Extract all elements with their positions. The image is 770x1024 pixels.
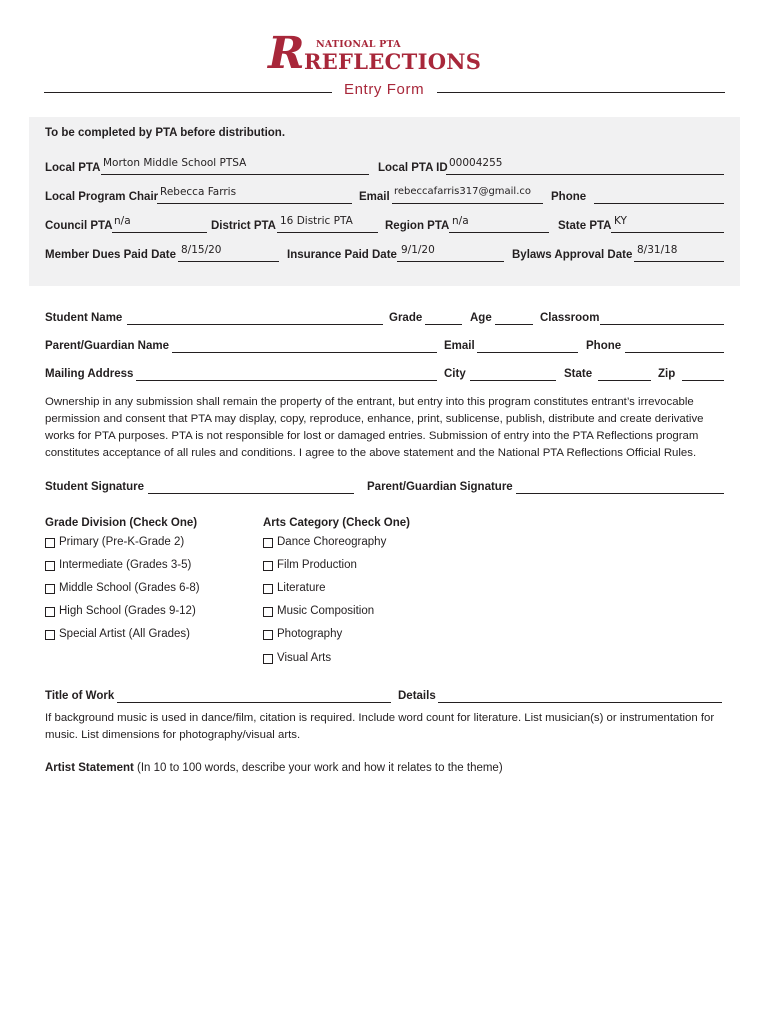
title-rule-left xyxy=(44,92,332,93)
insurance-label: Insurance Paid Date xyxy=(287,249,397,261)
state-pta-value: KY xyxy=(614,215,627,227)
ownership-line: constitutes acceptance of all rules and conditions. I agree to the above statement and the National PTA Reflections Official Rules. xyxy=(45,447,697,459)
member-dues-value: 8/15/20 xyxy=(181,244,222,256)
title-of-work-field[interactable] xyxy=(117,688,391,703)
arts-option: Visual Arts xyxy=(277,652,332,664)
logo-r-monogram: R xyxy=(268,28,305,79)
local-pta-id-label: Local PTA ID xyxy=(378,162,448,174)
state-pta-field[interactable] xyxy=(611,218,724,233)
artist-statement-area[interactable] xyxy=(45,782,725,1002)
program-chair-value: Rebecca Farris xyxy=(160,186,237,198)
details-label: Details xyxy=(398,690,436,702)
local-pta-label: Local PTA xyxy=(45,162,101,174)
grade-middle-checkbox[interactable] xyxy=(45,584,55,594)
parent-name-label: Parent/Guardian Name xyxy=(45,340,169,352)
parent-name-field[interactable] xyxy=(172,338,437,353)
classroom-field[interactable] xyxy=(600,310,724,325)
student-signature-field[interactable] xyxy=(148,479,354,494)
arts-music-checkbox[interactable] xyxy=(263,607,273,617)
details-field[interactable] xyxy=(438,688,722,703)
logo-national-pta: NATIONAL PTA xyxy=(316,39,401,50)
bylaws-label: Bylaws Approval Date xyxy=(512,249,633,261)
state-pta-label: State PTA xyxy=(558,220,612,232)
artist-statement-hint: (In 10 to 100 words, describe your work and how it relates to the theme) xyxy=(137,762,503,774)
grade-option: Intermediate (Grades 3-5) xyxy=(59,559,192,571)
program-chair-label: Local Program Chair xyxy=(45,191,159,203)
arts-literature-checkbox[interactable] xyxy=(263,584,273,594)
local-pta-id-value: 00004255 xyxy=(449,157,503,169)
parent-phone-label: Phone xyxy=(586,340,622,352)
state-field[interactable] xyxy=(598,366,651,381)
grade-special-checkbox[interactable] xyxy=(45,630,55,640)
zip-label: Zip xyxy=(658,368,676,380)
student-name-label: Student Name xyxy=(45,312,123,324)
student-name-field[interactable] xyxy=(127,310,383,325)
ownership-line: permission and consent that PTA may display, copy, reproduce, enhance, print, sublicense, publish, distribute and create derivative xyxy=(45,413,704,425)
artist-statement-label: Artist Statement xyxy=(45,762,134,774)
ownership-line: Ownership in any submission shall remain the property of the entrant, but entry into this program constitutes entrant’s irrevocable xyxy=(45,396,694,408)
pta-section-heading: To be completed by PTA before distribution. xyxy=(45,127,286,139)
member-dues-label: Member Dues Paid Date xyxy=(45,249,177,261)
parent-email-field[interactable] xyxy=(477,338,578,353)
grade-intermediate-checkbox[interactable] xyxy=(45,561,55,571)
grade-option: Primary (Pre-K-Grade 2) xyxy=(59,536,185,548)
arts-dance-checkbox[interactable] xyxy=(263,538,273,548)
age-field[interactable] xyxy=(495,310,533,325)
district-pta-label: District PTA xyxy=(211,220,276,232)
state-label: State xyxy=(564,368,593,380)
age-label: Age xyxy=(470,312,492,324)
mailing-address-label: Mailing Address xyxy=(45,368,134,380)
ownership-paragraph xyxy=(45,394,735,462)
council-pta-value: n/a xyxy=(114,215,131,227)
zip-field[interactable] xyxy=(682,366,724,381)
arts-category-heading: Arts Category (Check One) xyxy=(263,517,410,529)
grade-division-heading: Grade Division (Check One) xyxy=(45,517,198,529)
logo-reflections: REFLECTIONS xyxy=(304,49,482,74)
arts-option: Music Composition xyxy=(277,605,375,617)
parent-signature-label: Parent/Guardian Signature xyxy=(367,481,513,493)
grade-high-checkbox[interactable] xyxy=(45,607,55,617)
form-title: Entry Form xyxy=(344,81,425,98)
chair-email-label: Email xyxy=(359,191,390,203)
parent-phone-field[interactable] xyxy=(625,338,724,353)
arts-option: Film Production xyxy=(277,559,357,571)
arts-film-checkbox[interactable] xyxy=(263,561,273,571)
local-pta-value: Morton Middle School PTSA xyxy=(103,157,247,169)
chair-phone-field[interactable] xyxy=(594,189,724,204)
grade-field[interactable] xyxy=(425,310,462,325)
title-of-work-label: Title of Work xyxy=(45,690,115,702)
insurance-value: 9/1/20 xyxy=(401,244,435,256)
district-pta-value: 16 Distric PTA xyxy=(280,215,353,227)
arts-option: Dance Choreography xyxy=(277,536,387,548)
logo xyxy=(268,28,508,79)
work-note-line: If background music is used in dance/film, citation is required. Include word count for literature. List musician(s) or instrumentation for xyxy=(45,712,715,724)
city-label: City xyxy=(444,368,466,380)
parent-signature-field[interactable] xyxy=(516,479,724,494)
grade-option: Middle School (Grades 6-8) xyxy=(59,582,200,594)
work-note xyxy=(45,710,735,744)
classroom-label: Classroom xyxy=(540,312,600,324)
mailing-address-field[interactable] xyxy=(136,366,437,381)
grade-option: Special Artist (All Grades) xyxy=(59,628,191,640)
artist-statement-row xyxy=(45,762,503,774)
bylaws-value: 8/31/18 xyxy=(637,244,678,256)
city-field[interactable] xyxy=(470,366,556,381)
chair-phone-label: Phone xyxy=(551,191,587,203)
student-signature-label: Student Signature xyxy=(45,481,145,493)
arts-photography-checkbox[interactable] xyxy=(263,630,273,640)
arts-visual-checkbox[interactable] xyxy=(263,654,273,664)
title-rule-right xyxy=(437,92,725,93)
work-note-line: music. List dimensions for photography/visual arts. xyxy=(45,729,301,741)
ownership-line: works for PTA purposes. PTA is not responsible for lost or damaged entries. Submission of entry into the PTA Reflections program xyxy=(45,430,699,442)
council-pta-label: Council PTA xyxy=(45,220,113,232)
grade-option: High School (Grades 9-12) xyxy=(59,605,196,617)
parent-email-label: Email xyxy=(444,340,475,352)
region-pta-label: Region PTA xyxy=(385,220,450,232)
grade-label: Grade xyxy=(389,312,423,324)
chair-email-value: rebeccafarris317@gmail.co xyxy=(394,186,532,197)
region-pta-value: n/a xyxy=(452,215,469,227)
arts-option: Literature xyxy=(277,582,326,594)
grade-primary-checkbox[interactable] xyxy=(45,538,55,548)
arts-option: Photography xyxy=(277,628,343,640)
